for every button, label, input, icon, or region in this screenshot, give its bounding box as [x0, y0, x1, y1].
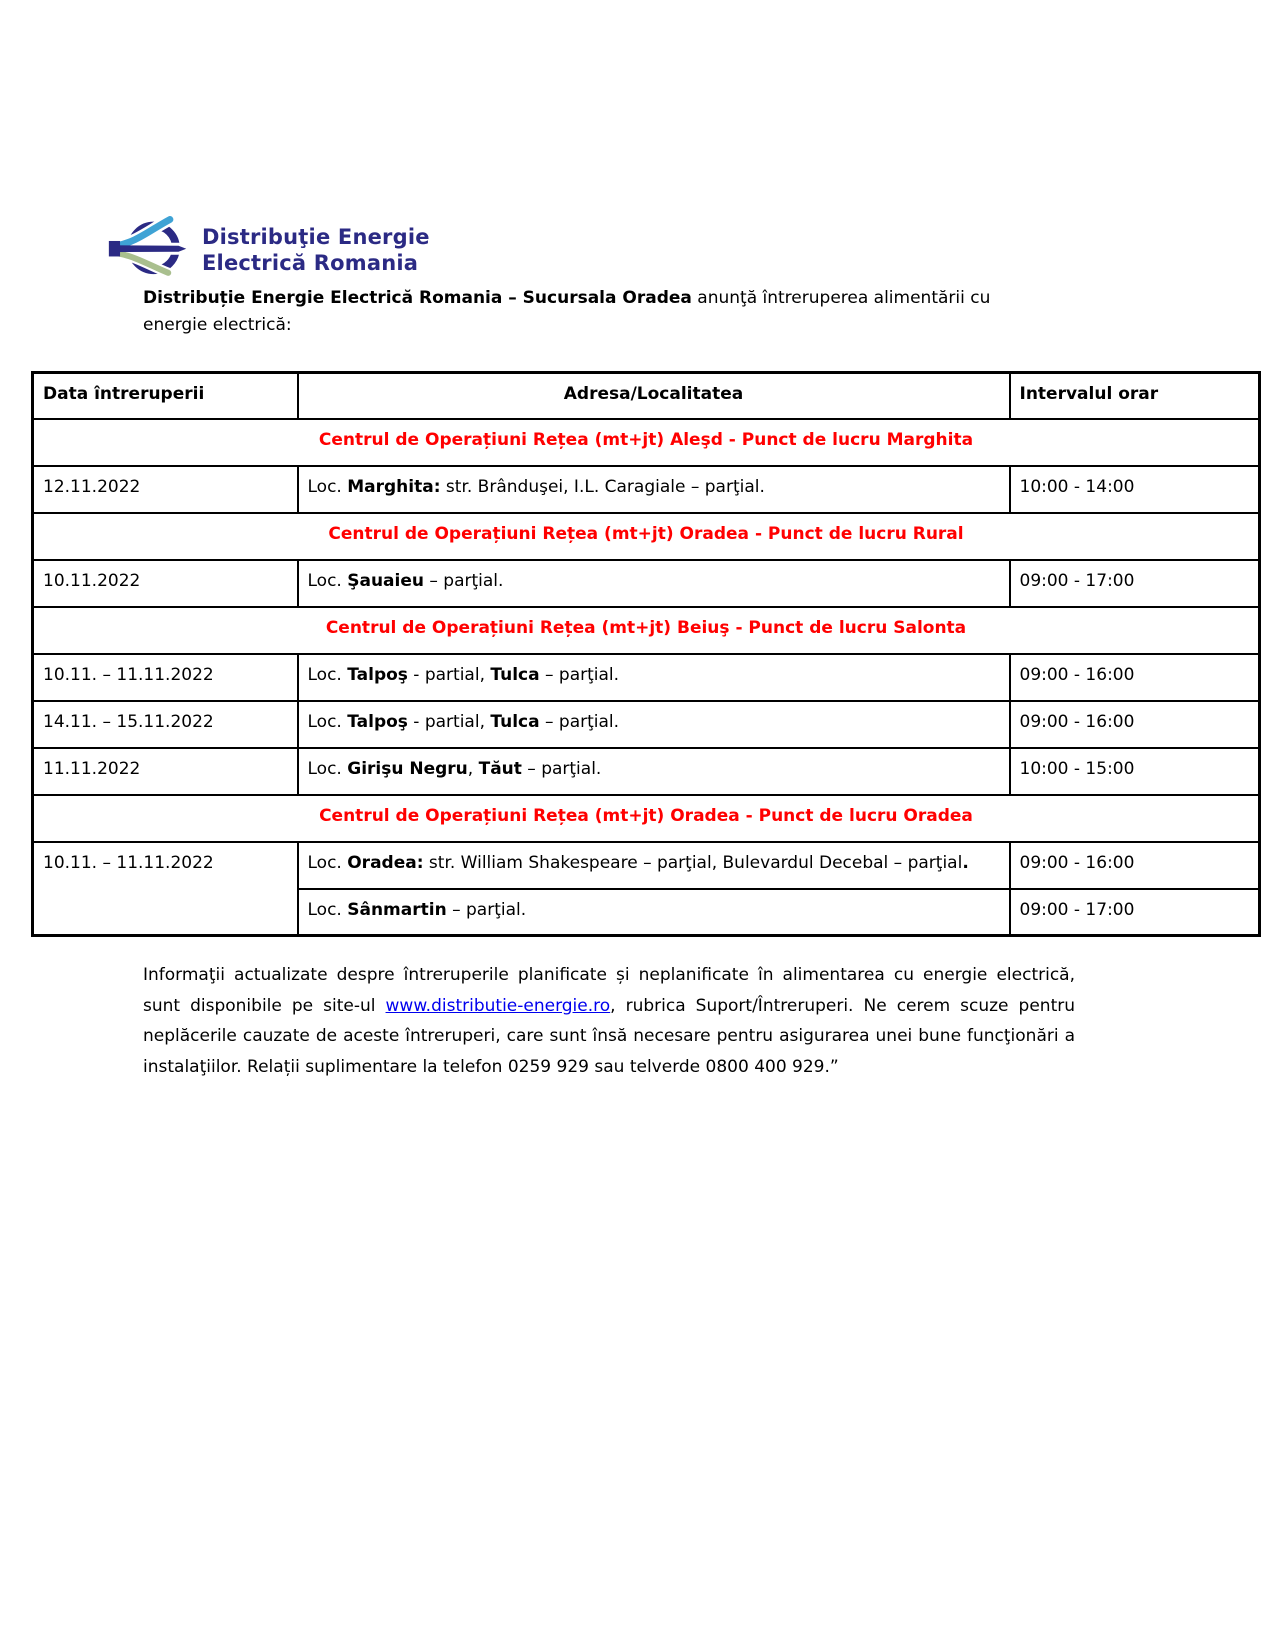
footer-text: Informaţii actualizate despre întreruperile planificate și neplanificate în alimentarea cu energie electrică, sunt disponibile pe site-ul: [143, 965, 1075, 1016]
section-row: [33, 513, 1260, 560]
logo-mark-icon: [108, 212, 194, 282]
outage-table: [31, 371, 1261, 937]
address-cell: [298, 654, 1010, 701]
section-row: [33, 795, 1260, 842]
address-text: Loc.: [307, 899, 348, 920]
address-text: Loc.: [307, 852, 348, 873]
logo-text-line1: Distribuţie Energie: [202, 225, 430, 249]
date-cell: 10.11. – 11.11.2022: [33, 654, 298, 701]
locality-name: Tulca: [490, 664, 540, 685]
table-row: [33, 654, 1260, 701]
interval-cell: 10:00 - 14:00: [1010, 466, 1260, 513]
footer-text: , rubrica Suport/Întreruperi. Ne cerem scuze pentru neplăcerile cauzate de aceste întreruperi, care sunt însă necesare pentru asigurarea unei bune funcţionări a instalaţiilor. Relații suplimentare la telefon 0259 929 sau telverde 0800 400 929.”: [143, 995, 1075, 1077]
table-row: [33, 466, 1260, 513]
address-text: Loc.: [307, 758, 348, 779]
logo-text: [202, 212, 430, 276]
table-row: [33, 701, 1260, 748]
locality-name: Talpoş: [347, 664, 408, 685]
address-text: Loc.: [307, 570, 348, 591]
locality-name: Sânmartin: [347, 899, 447, 920]
locality-name: Girişu Negru: [347, 758, 468, 779]
date-cell: 11.11.2022: [33, 748, 298, 795]
interval-cell: 09:00 - 17:00: [1010, 889, 1260, 936]
address-cell: [298, 842, 1010, 889]
interval-cell: 09:00 - 16:00: [1010, 842, 1260, 889]
intro-regular-text: anunţă întreruperea alimentării cu energie electrică:: [143, 288, 991, 335]
date-cell: 10.11.2022: [33, 560, 298, 607]
address-text: ,: [467, 758, 479, 779]
header-adresa-localitatea: Adresa/Localitatea: [298, 373, 1010, 419]
section-row: [33, 607, 1260, 654]
address-text: Loc.: [307, 476, 348, 497]
address-text: – parţial.: [521, 758, 602, 779]
table-header-row: [33, 373, 1260, 419]
interval-cell: 09:00 - 17:00: [1010, 560, 1260, 607]
section-header: Centrul de Operațiuni Rețea (mt+jt) Beiuş - Punct de lucru Salonta: [33, 607, 1260, 654]
address-text: Loc.: [307, 711, 348, 732]
address-cell: [298, 466, 1010, 513]
table-row: [33, 748, 1260, 795]
outage-table-body: [33, 419, 1260, 936]
address-text: – parţial.: [446, 899, 527, 920]
section-header: Centrul de Operațiuni Rețea (mt+jt) Oradea - Punct de lucru Oradea: [33, 795, 1260, 842]
address-text: – parţial.: [423, 570, 504, 591]
address-cell: [298, 560, 1010, 607]
address-text: str. Brânduşei, I.L. Caragiale – parţial.: [440, 476, 765, 497]
interval-cell: 09:00 - 16:00: [1010, 654, 1260, 701]
address-text: – parţial.: [539, 711, 620, 732]
website-link[interactable]: www.distributie-energie.ro: [385, 995, 611, 1016]
locality-name: Talpoş: [347, 711, 408, 732]
table-row: [33, 560, 1260, 607]
date-cell: 12.11.2022: [33, 466, 298, 513]
interval-cell: 09:00 - 16:00: [1010, 701, 1260, 748]
address-text: str. William Shakespeare – parţial, Bulevardul Decebal – parţial: [423, 852, 963, 873]
address-cell: [298, 889, 1010, 936]
address-text: - partial,: [407, 664, 491, 685]
section-row: [33, 419, 1260, 466]
locality-name: Tulca: [490, 711, 540, 732]
address-text: Loc.: [307, 664, 348, 685]
header-intervalul-orar: Intervalul orar: [1010, 373, 1260, 419]
address-text: – parţial.: [539, 664, 620, 685]
address-cell: [298, 748, 1010, 795]
locality-name: Şauaieu: [347, 570, 424, 591]
header-data-intreruperii: Data întreruperii: [33, 373, 298, 419]
address-cell: [298, 701, 1010, 748]
intro-bold-text: Distribuție Energie Electrică Romania – Sucursala Oradea: [143, 288, 692, 308]
table-row: [33, 842, 1260, 889]
locality-name: .: [962, 852, 969, 873]
section-header: Centrul de Operațiuni Rețea (mt+jt) Aleşd - Punct de lucru Marghita: [33, 419, 1260, 466]
date-cell: 10.11. – 11.11.2022: [33, 842, 298, 936]
locality-name: Tăut: [478, 758, 522, 779]
section-header: Centrul de Operațiuni Rețea (mt+jt) Oradea - Punct de lucru Rural: [33, 513, 1260, 560]
footer-paragraph: [143, 960, 1075, 1082]
company-logo: [108, 212, 430, 282]
logo-text-line2: Electrică Romania: [202, 251, 419, 275]
address-text: - partial,: [407, 711, 491, 732]
locality-name: Oradea:: [347, 852, 424, 873]
interval-cell: 10:00 - 15:00: [1010, 748, 1260, 795]
locality-name: Marghita:: [347, 476, 441, 497]
intro-paragraph: [143, 285, 1048, 339]
date-cell: 14.11. – 15.11.2022: [33, 701, 298, 748]
